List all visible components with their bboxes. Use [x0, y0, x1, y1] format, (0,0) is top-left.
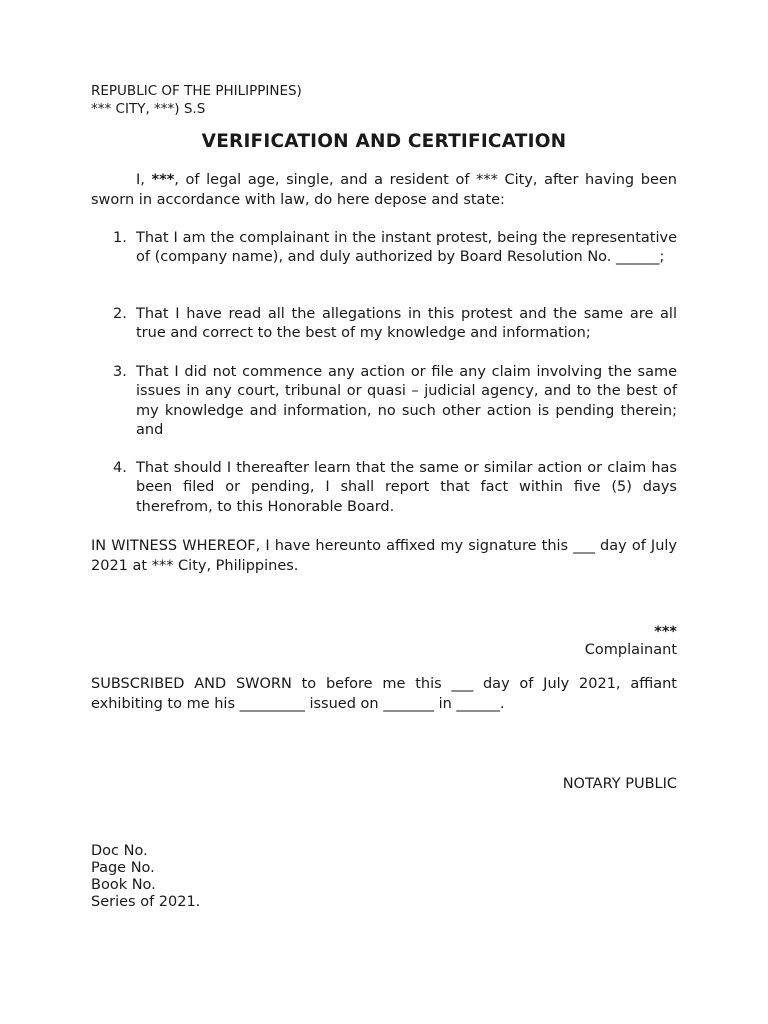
statement-item-3: [113, 363, 677, 440]
book-number-label: Book No.: [91, 877, 156, 893]
notarial-register-block: [91, 843, 200, 911]
series-label: Series of 2021.: [91, 894, 201, 910]
statement-text: That I am the complainant in the instant protest, being the representative of (company name), and duly authorized by Board Resolution No. ______;: [136, 230, 677, 266]
statement-item-4: [113, 459, 677, 517]
document-title: VERIFICATION AND CERTIFICATION: [201, 131, 567, 152]
statement-text: That I did not commence any action or file any claim involving the same issues in any court, tribunal or quasi – judicial agency, and to the best of my knowledge and information, no such other action is pending therein; and: [136, 364, 677, 438]
affiant-name: ***: [151, 172, 175, 188]
statement-number: 2.: [113, 306, 127, 322]
doc-number-label: Doc No.: [91, 843, 148, 859]
signatory-role: Complainant: [584, 642, 677, 658]
venue-caption-line-2: *** CITY, ***) S.S: [91, 101, 206, 117]
jurat-paragraph: SUBSCRIBED AND SWORN to before me this ___ day of July 2021, affiant exhibiting to me his _________ issued on _______ in ______.: [91, 676, 677, 712]
statement-number: 1.: [113, 230, 127, 246]
page-number-label: Page No.: [91, 860, 155, 876]
signatory-name: ***: [654, 624, 677, 640]
venue-caption-line-1: REPUBLIC OF THE PHILIPPINES): [91, 83, 302, 99]
venue-caption: [91, 82, 302, 118]
statement-text: That I have read all the allegations in this protest and the same are all true and correct to the best of my knowledge and information;: [136, 306, 677, 342]
statement-number: 3.: [113, 364, 127, 380]
statement-item-1: [113, 229, 677, 268]
intro-prefix: I,: [136, 172, 152, 188]
intro-paragraph: [91, 171, 677, 210]
notary-public-label: NOTARY PUBLIC: [562, 776, 677, 792]
witness-paragraph: IN WITNESS WHEREOF, I have hereunto affixed my signature this ___ day of July 2021 at *** City, Philippines.: [91, 538, 677, 574]
statement-item-2: [113, 305, 677, 344]
statement-number: 4.: [113, 460, 127, 476]
intro-rest: , of legal age, single, and a resident of *** City, after having been sworn in accordance with law, do here depose and state:: [91, 172, 677, 208]
statement-text: That should I thereafter learn that the same or similar action or claim has been filed or pending, I shall report that fact within five (5) days therefrom, to this Honorable Board.: [136, 460, 677, 515]
